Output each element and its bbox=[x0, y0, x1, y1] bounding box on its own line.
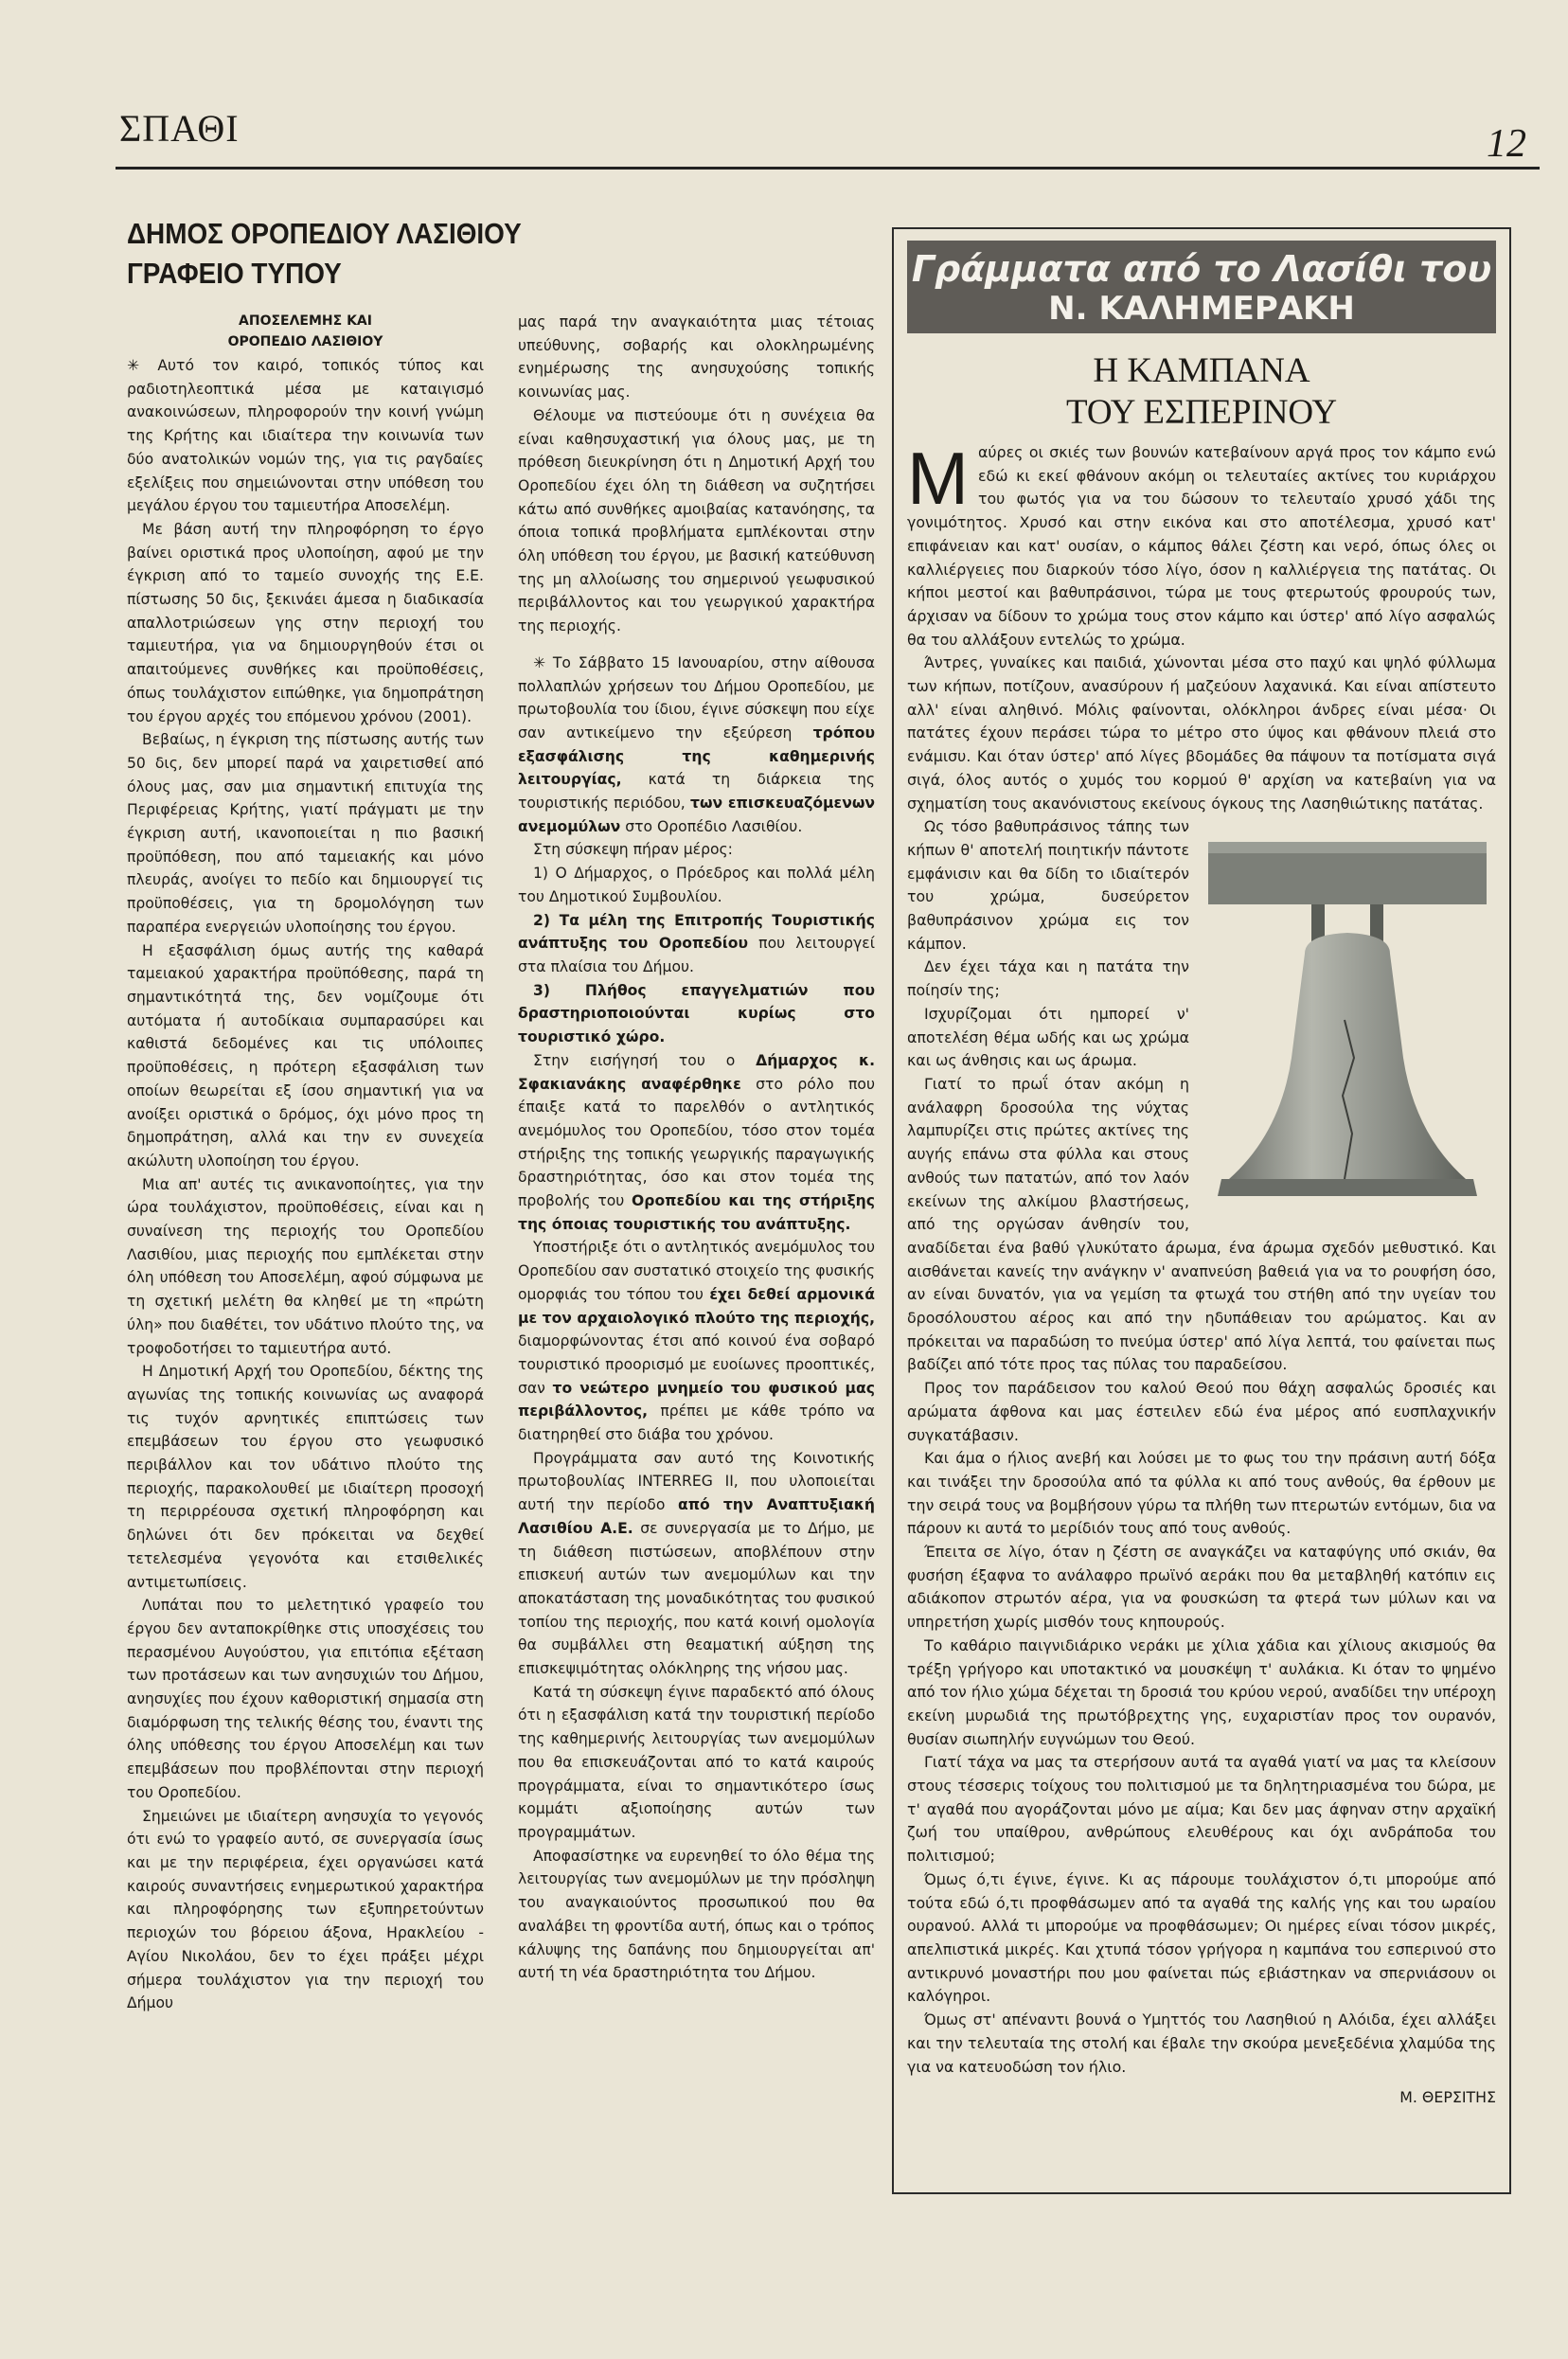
paragraph: Όμως στ' απέναντι βουνά ο Υμηττός του Λασηθιού η Αλόιδα, έχει αλλάξει και την τελευταία της στολή και έβαλε την σκούρα μενεξεδένια χλαμύδα της για να κατευοδώση τον ήλιο. bbox=[907, 2011, 1496, 2076]
paragraph: Άντρες, γυναίκες και παιδιά, χώνονται μέσα στο παχύ και ψηλό φύλλωμα των κήπων, ποτίζουν, ανασύρουν ή μαζεύουν λαχανικά. Και είναι απίστευτο αλλ' είναι αληθινό. Μόλις φαίνονται, ολόκληροι άνδρες είναι μέσα· Οι πατάτες έχουν περάσει τώρα το μέτρο στο ύψος και φθάνουν πλειά στο ενάμισυ. Και όταν ύστερ' από λίγες βδομάδες θα πάψουν τα ποτίσματα σιγά σιγά, όλος αυτός ο χυμός του κορμού θ' αρχίση να κατεβαίνη για να σχηματίση τους ακανόνιστους εκείνους όγκους της Λασηθιώτικης πατάτας. bbox=[907, 653, 1496, 813]
publication-name: ΣΠΑΘΙ bbox=[119, 107, 240, 150]
banner-title: Γράμματα από το Λασίθι του bbox=[911, 248, 1492, 290]
paragraph: Λυπάται που το μελετητικό γραφείο του έργου δεν ανταποκρίθηκε στις υποσχέσεις του περασμένου Αυγούστου, για επιτόπια εξέταση των προτάσεων και των ανησυχιών του Δήμου, ανησυχίες που έχουν καθοριστική σημασία στη διαμόρφωση της τελικής θέσης του, έναντι της όλης υπόθεσης του έργου Αποσελέμη και των επεμβάσεων που προβλέπονται στην περιοχή του Οροπεδίου. bbox=[127, 1597, 484, 1801]
paragraph: Και άμα ο ήλιος ανεβή και λούσει με το φως του την πράσινη αυτή δόξα και τινάξει την δροσούλα από τα φύλλα κι από τους ανθούς, θα έρθουν με την σειρά τους να βομβήσουν γύρω τα πλήθη των πτερωτών εντόμων, δια να πάρουν κι αυτά το μερίδιόν τους από τους ανθούς. bbox=[907, 1449, 1496, 1538]
attendee-item: 2) Τα μέλη της Επιτροπής Τουριστικής ανάπτυξης του Οροπεδίου που λειτουργεί στα πλαίσια του Δήμου. bbox=[518, 911, 875, 975]
byline-line-1: ΑΠΟΣΕΛΕΜΗΣ ΚΑΙ bbox=[239, 313, 372, 329]
left-column-2 bbox=[518, 311, 875, 2015]
paragraph: Η εξασφάλιση όμως αυτής της καθαρά ταμειακού χαρακτήρα προϋπόθεσης, παρά τη σημαντικότητά της, δεν νομίζουμε ότι αυτόματα ή αυτοδίκαια συμπαρασύρει και καθιστά δεδομένες και τις υπόλοιπες προϋποθέσεις, η πρότερη εξασφάλιση των οποίων θεωρείται εξ ίσου σημαντική για να ανοίξει οριστικά ο δρόμος, όχι μόνο προς τη δημοπράτηση, αλλά και την εν συνεχεία ακώλυτη υλοποίηση του έργου. bbox=[127, 941, 484, 1170]
paragraph: ✳ Αυτό τον καιρό, τοπικός τύπος και ραδιοτηλεοπτικά μέσα με καταιγισμό ανακοινώσεων, πληροφορούν την κοινή γνώμη της Κρήτης και ιδιαίτερα την κοινωνία των δύο ανατολικών νομών της, για τις ραγδαίες εξελίξεις που σημειώνονται στην υπόθεση του μεγάλου έργου του ταμιευτήρα Αποσελέμη. bbox=[127, 357, 484, 515]
paragraph: Σημειώνει με ιδιαίτερη ανησυχία το γεγονός ότι ενώ το γραφείο αυτό, σε συνεργασία ίσως και με την περιφέρεια, έχει οργανώσει κατά καιρούς συναντήσεις ενημερωτικού χαρακτήρα και πληροφόρησης των εξυπηρετούντων περιοχών του βόρειου άξονα, Ηρακλείου - Αγίου Νικολάου, δεν το έχει πράξει μέχρι σήμερα τουλάχιστον για την περιοχή του Δήμου bbox=[127, 1807, 484, 2012]
paragraph: Δεν έχει τάχα και η πατάτα την ποίησίν της; bbox=[907, 957, 1189, 1000]
paragraph: Με βάση αυτή την πληροφόρηση το έργο βαίνει οριστικά προς υλοποίηση, αφού με την έγκριση από το ταμείο συνοχής της Ε.Ε. πίστωσης 50 δις, ξεκινάει άμεσα η διαδικασία απαλλοτριώσεων γης στην περιοχή του ταμιευτήρα, για να δημιουργηθούν έτσι οι απαιτούμενες συνθήκες και προϋποθέσεις, όπως τουλάχιστον ειπώθηκε, για δημοπράτηση του έργου αρχές του επόμενου χρόνου (2001). bbox=[127, 520, 484, 725]
byline-line-2: ΟΡΟΠΕΔΙΟ ΛΑΣΙΘΙΟΥ bbox=[227, 334, 383, 349]
heading-line-1: ΔΗΜΟΣ ΟΡΟΠΕΔΙΟΥ ΛΑΣΙΘΙΟΥ bbox=[127, 217, 522, 250]
article-heading bbox=[127, 214, 800, 294]
title-line-1: Η ΚΑΜΠΑΝΑ bbox=[1093, 351, 1310, 390]
paragraph: Ισχυρίζομαι ότι ημπορεί ν' αποτελέση θέμα ωδής και ως χρώμα και ως άνθησις και ως άρωμα. bbox=[907, 1004, 1189, 1070]
heading-line-2: ΓΡΑΦΕΙΟ ΤΥΠΟΥ bbox=[127, 257, 342, 290]
paragraph: Έπειτα σε λίγο, όταν η ζέστη σε αναγκάζει να καταφύγης υπό σκιάν, θα φυσήση έξαφνα το ανάλαφρο πρωϊνό αεράκι που θα μεταβληθή κατόπιν εις αδιάκοπον στρωτόν αέρα, για να φουσκώση τα φτερά των μύλων και να υπηρετήση χωρίς μισθόν τους κηπουρούς. bbox=[907, 1543, 1496, 1632]
paragraph: Γιατί τάχα να μας τα στερήσουν αυτά τα αγαθά γιατί να μας τα κλείσουν στους τέσσερις τοίχους του πολιτισμού με τα δηλητηριασμένα του δώρα, με τ' αγαθά που αγοράζονται μόνο με αίμα; Και δεν μας άφηναν στην αρχαϊκή ζωή του υπαίθρου, ανθρώπους ελευθέρους και όχι ανδράποδα του πολιτισμού; bbox=[907, 1753, 1496, 1866]
first-paragraph: Μαύρες οι σκιές των βουνών κατεβαίνουν αργά προς τον κάμπο ενώ εδώ κι εκεί φθάνουν ακόμη οι τελευταίες ακτίνες του κυριάρχου του φωτός για να του δώσουν το τελευταίο χρυσό χάδι της γονιμότητος. Χρυσό και στην εικόνα και στο αποτέλεσμα, χρυσό κατ' επιφάνειαν και κατ' ουσίαν, ο κάμπος θάλει ζέστη και νερό, όπως όλες οι καλλιέργειες που διαρκούν τόσο λίγο, όσον η καλλιέργεια της πατάτας. Οι κήποι μεστοί και βαθυπράσινοι, τώρα με τους φτερωτούς φρουρούς των, άρχισαν να δίδουν το χρώμα τους στον κάμπο και ύστερ' από λίγο ασφαλώς θα του αλλάξουν εντελώς το χρώμα. bbox=[907, 437, 1496, 649]
article-byline bbox=[127, 311, 484, 352]
paragraph: Μια απ' αυτές τις ανικανοποίητες, για την ώρα τουλάχιστον, προϋποθέσεις, είναι και η συναίνεση της περιοχής του Οροπεδίου Λασιθίου, μιας περιοχής που εμπλέκεται στην όλη υπόθεση του Αποσελέμη, αφού σύμφωνα με τη σχετική μελέτη θα κληθεί με τη «πρώτη ύλη» που διαθέτει, τον υδάτινο πλούτο της, να τροφοδοτήσει το ταμιευτήρα αυτό. bbox=[127, 1175, 484, 1357]
paragraph-saturday-meeting: ✳ Το Σάββατο 15 Ιανουαρίου, στην αίθουσα πολλαπλών χρήσεων του Δήμου Οροπεδίου, με πρωτοβουλία του ίδιου, έγινε σύσκεψη που είχε σαν αντικείμενο την εξεύρεση τρόπου εξασφάλισης της καθημερινής λειτουργίας, κατά τη διάρκεια της τουριστικής περιόδου, των επισκευαζόμενων ανεμομύλων στο Οροπέδιο Λασιθίου. bbox=[518, 653, 875, 835]
paragraph: Προς τον παράδεισον του καλού Θεού που θάχη ασφαλώς δροσιές και αρώματα άφθονα και μας έστειλεν εδώ ένα μέρος από ευσπλαχνικήν συγκατάβασιν. bbox=[907, 1379, 1496, 1444]
paragraph: Η Δημοτική Αρχή του Οροπεδίου, δέκτης της αγωνίας της τοπικής κοινωνίας ως αναφορά τις τυχόν αρνητικές επιπτώσεις των επεμβάσεων του έργου στο γεωφυσικό περιβάλλον και τον υδάτινο πλούτο της περιοχής, παρακολουθεί με ιδιαίτερη προσοχή τη περιρρέουσα σχετική πληροφόρηση και δηλώνει ότι δεν πρόκειται να δεχθεί τετελεσμένα γεγονότα και ετσιθελικές αντιμετωπίσεις. bbox=[127, 1363, 484, 1591]
paragraph: Όμως ό,τι έγινε, έγινε. Κι ας πάρουμε τουλάχιστον ό,τι μπορούμε από τούτα εδώ ό,τι προφθάσωμεν από τα αγαθά της καλής γης και του ωραίου ουρανού. Αλλά τι μπορούμε να προφθάσωμεν; Οι ημέρες είναι τόσον μικρές, απελπιστικά μικρές. Και χτυπά τόσον γρήγορα η καμπάνα του εσπερινού στο αντικρυνό μοναστήρι που μου φαίνεται πώς εβιάστηκαν να σπερνιάσουν οι καλόγηροι. bbox=[907, 1869, 1496, 2006]
column-article-title bbox=[907, 350, 1496, 434]
page-number: 12 bbox=[1487, 122, 1526, 166]
column-body bbox=[907, 437, 1496, 2110]
paragraph: Αποφασίστηκε να ευρενηθεί το όλο θέμα της λειτουργίας των ανεμομύλων με την πρόσληψη του αναγκαιούντος προσωπικού που θα αναλάβει τη φροντίδα αυτή, όπως και ο τρόπος κάλυψης της δαπάνης που δημιουργείται απ' αυτή τη νέα δραστηριότητα του Δήμου. bbox=[518, 1847, 875, 1982]
left-article bbox=[127, 214, 875, 2015]
drop-cap: Μ bbox=[907, 437, 969, 520]
paragraph: Γιατί το πρωΐ όταν ακόμη η ανάλαφρη δροσούλα της νύχτας λαμπυρίζει στις πρώτες ακτίνες της αυγής επάνω στα φύλλα και στους ανθούς των πατατών, από τον λαόν εκείνων της αλκίμου βλαστήσεως, από της οργώσαν άνθησίν του, αναδίδεται ένα βαθύ γλυκύτατο άρωμα, ένα άρωμα σχεδόν μεθυστικό. Και αισθάνεται κανείς την ανάγκην ν' αναπνεύση βαθειά για να το ρουφήση όσο, αν είναι δυνατόν, για να γεμίση τα φτωχά του στήθη από την υγείαν του δροσόλουστου αέρος και από την ηδυπάθειαν του αρώματος. Και αν πρόκειται να παραδώση το πνεύμα ύστερ' από λίγα λεπτά, του φαίνεται πως βαδίζει από τότε προς τας πύλας του παραδείσου. bbox=[907, 1074, 1496, 1374]
paragraph: Θέλουμε να πιστεύουμε ότι η συνέχεια θα είναι καθησυχαστική για όλους μας, με τη πρόθεση διευκρίνηση ότι η Δημοτική Αρχή του Οροπεδίου έχει όλη τη διάθεση να συζητήσει κάτω από συνθήκες αμοιβαίας κατανόησης, τα όποια τοπικά προβλήματα εμπλέκονται στην όλη υπόθεση του έργου, με βασική κατεύθυνση της μη αλλοίωσης του σημερινού γεωφυσικού περιβάλλοντος και του γεωργικού χαρακτήρα της περιοχής. bbox=[518, 406, 875, 635]
attendee-item: 3) Πλήθος επαγγελματιών που δραστηριοποιούνται κυρίως στο τουριστικό χώρο. bbox=[518, 981, 875, 1046]
paragraph-mayor: Στην εισήγησή του ο Δήμαρχος κ. Σφακιανάκης αναφέρθηκε στο ρόλο που έπαιξε κατά το παρελθόν ο αντλητικός ανεμόμυλος του Οροπεδίου, τόσο στον τομέα στήριξης της τοπικής γεωργικής παραγωγικής δραστηριότητας, όσο και στον τομέα της προβολής του Οροπεδίου και της στήριξης της όποιας τουριστικής του ανάπτυξης. bbox=[518, 1051, 876, 1233]
column-banner bbox=[907, 241, 1496, 333]
paragraph: Βεβαίως, η έγκριση της πίστωσης αυτής των 50 δις, δεν μπορεί παρά να χαιρετισθεί από όλους μας, σαν μια σημαντική επιτυχία της Περιφέρειας Κρήτης, γιατί πράγματι με την έγκριση αυτή, ικανοποιείται η πιο βασική προϋπόθεση, που από ταμειακής και μόνο πλευράς, ανοίγει το πεδίο και δημιουργεί τις προϋποθέσεις, για τη δρομολόγηση των παραπέρα ενεργειών υλοποίησης του έργου. bbox=[127, 731, 484, 936]
column-box bbox=[892, 227, 1511, 2194]
paragraph-programs: Προγράμματα σαν αυτό της Κοινοτικής πρωτοβουλίας INTERREG II, που υλοποιείται αυτή την περίοδο από την Αναπτυξιακή Λασιθίου Α.Ε. σε συνεργασία με το Δήμο, με τη διάθεση πιστώσεων, αποβλέπουν στην επισκευή αυτών των ανεμομύλων και την αποκατάσταση της μοναδικότητας του φυσικού τοπίου της περιοχής, που κατά κοινή ομολογία θα συμβάλλει στη θεαματική αύξηση της επισκεψιμότητας ολόκληρης της νήσου μας. bbox=[518, 1449, 875, 1678]
paragraph: μας παρά την αναγκαιότητα μιας τέτοιας υπεύθυνης, σοβαρής και ολοκληρωμένης ενημέρωσης της ανησυχούσης τοπικής κοινωνίας μας. bbox=[518, 313, 875, 402]
paragraph: Ως τόσο βαθυπράσινος τάπης των κήπων θ' αποτελή ποιητικήν πάντοτε εμφάνισιν και θα δίδη το ιδιαίτερόν του χρώμα, δυσεύρετον βαθυπράσινον χρώμα εις τον κάμπον. bbox=[907, 817, 1189, 953]
title-line-2: ΤΟΥ ΕΣΠΕΡΙΝΟΥ bbox=[1065, 393, 1338, 432]
bell-icon bbox=[1203, 821, 1492, 1219]
header-rule bbox=[116, 167, 1540, 170]
left-column-1 bbox=[127, 311, 484, 2015]
paragraph: Το καθάριο παιγνιδιάρικο νεράκι με χίλια χάδια και χίλιους ακισμούς θα τρέξη γρήγορο και υποτακτικό να μουσκέψη τ' αυλάκια. Κι όταν το ψημένο από τον ήλιο χώμα δέχεται τη δροσιά του κρύου νερού, αναδίδει την υπέροχη εκείνη μυρωδιά της πρωτόβρεχτης γης, ευχαριστίαν προς τον ουρανόν, θυσίαν σιωπηλήν ευγνώμων του Θεού. bbox=[907, 1635, 1496, 1748]
banner-author: Ν. ΚΑΛΗΜΕΡΑΚΗ bbox=[1048, 290, 1355, 328]
attendees-intro: Στη σύσκεψη πήραν μέρος: bbox=[533, 841, 733, 859]
paragraph-support: Υποστήριξε ότι ο αντλητικός ανεμόμυλος του Οροπεδίου σαν συστατικό στοιχείο της φυσικής ομορφιάς του τόπου του έχει δεθεί αρμονικά με τον αρχαιολογικό πλούτο της περιοχής, διαμορφώνοντας έτσι από κοινού ένα σοβαρό τουριστικό προορισμό με ευοίωνες προοπτικές, σαν το νεώτερο μνημείο του φυσικού μας περιβάλλοντος, πρέπει με κάθε τρόπο να διατηρηθεί στο διάβα του χρόνου. bbox=[518, 1239, 875, 1444]
attendee-item: 1) Ο Δήμαρχος, ο Πρόεδρος και πολλά μέλη του Δημοτικού Συμβουλίου. bbox=[518, 865, 875, 905]
author-signature: Μ. ΘΕΡΣΙΤΗΣ bbox=[1399, 2088, 1496, 2107]
paragraph: Κατά τη σύσκεψη έγινε παραδεκτό από όλους ότι η εξασφάλιση κατά την τουριστική περίοδο της καθημερινής λειτουργίας των ανεμομύλων που θα επισκευάζονται από το κατά καιρούς προγράμματα, είναι το σημαντικότερο ίσως κομμάτι αξιοποίησης αυτών των προγραμμάτων. bbox=[518, 1683, 875, 1841]
